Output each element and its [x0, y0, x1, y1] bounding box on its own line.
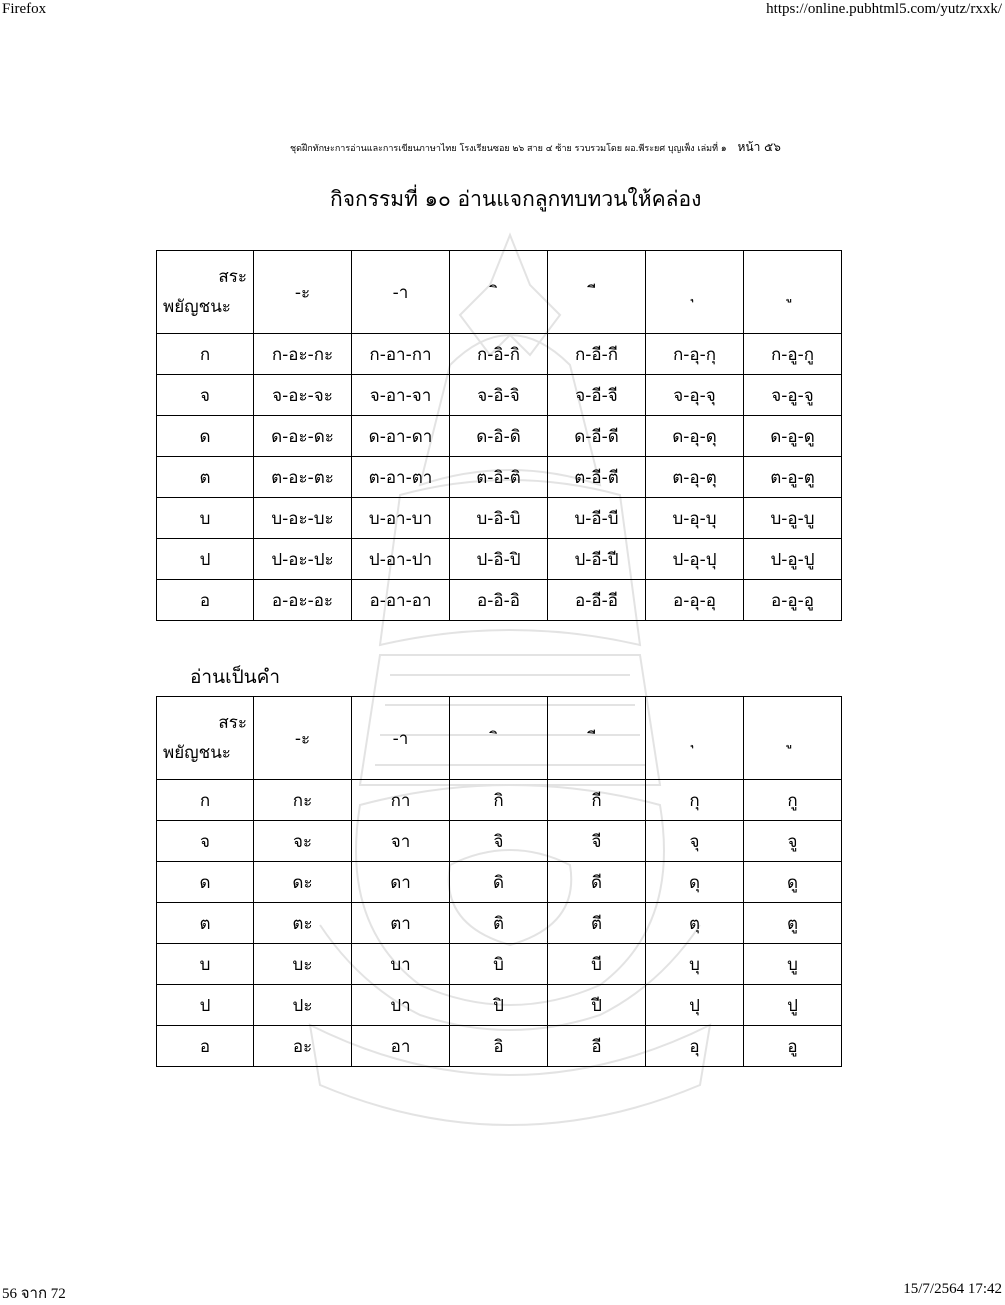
- vowel-header: [548, 251, 646, 334]
- consonant-axis-label: พยัญชนะ: [163, 297, 231, 317]
- table-cell: กี: [548, 780, 646, 821]
- table-cell: ดู: [744, 862, 842, 903]
- table-cell: บ-อิ-บิ: [450, 498, 548, 539]
- table-cell: จ-อุ-จุ: [646, 375, 744, 416]
- table-row: [157, 903, 842, 944]
- corner-cell: [157, 697, 254, 780]
- table-cell: ต-อะ-ตะ: [254, 457, 352, 498]
- table-cell: ก-อู-กู: [744, 334, 842, 375]
- table-row: [157, 985, 842, 1026]
- table-cell: จู: [744, 821, 842, 862]
- table-cell: อ-อา-อา: [352, 580, 450, 621]
- vowel-header: -ะ: [254, 251, 352, 334]
- table-cell: ด-อี-ดี: [548, 416, 646, 457]
- consonant-cell: ต: [157, 457, 254, 498]
- table-cell: บุ: [646, 944, 744, 985]
- syllable-spelling-table: [156, 250, 842, 621]
- vowel-header: [744, 697, 842, 780]
- table-cell: ต-อี-ตี: [548, 457, 646, 498]
- table-cell: ต-อุ-ตุ: [646, 457, 744, 498]
- vowel-header: -ะ: [254, 697, 352, 780]
- table-cell: ต-อู-ตู: [744, 457, 842, 498]
- consonant-cell: บ: [157, 944, 254, 985]
- table-cell: บี: [548, 944, 646, 985]
- print-page-count: 56 จาก 72: [2, 1286, 66, 1302]
- table-row: [157, 1026, 842, 1067]
- vowel-header: -า: [352, 697, 450, 780]
- table-cell: ด-อุ-ดุ: [646, 416, 744, 457]
- table-cell: ก-อะ-กะ: [254, 334, 352, 375]
- table-cell: ปุ: [646, 985, 744, 1026]
- table-cell: อู: [744, 1026, 842, 1067]
- print-timestamp: 15/7/2564 17:42: [903, 1281, 1002, 1297]
- consonant-axis-label: พยัญชนะ: [163, 743, 231, 763]
- table-cell: ด-อู-ดู: [744, 416, 842, 457]
- table-cell: อา: [352, 1026, 450, 1067]
- table-row: [157, 580, 842, 621]
- table-cell: ปู: [744, 985, 842, 1026]
- table-cell: บิ: [450, 944, 548, 985]
- table-cell: ตะ: [254, 903, 352, 944]
- consonant-cell: ก: [157, 780, 254, 821]
- vowel-header: [450, 697, 548, 780]
- table-cell: บา: [352, 944, 450, 985]
- table-cell: กู: [744, 780, 842, 821]
- table-cell: จา: [352, 821, 450, 862]
- table-cell: อ-อะ-อะ: [254, 580, 352, 621]
- table-cell: ต-อิ-ติ: [450, 457, 548, 498]
- table-row: [157, 821, 842, 862]
- table-row: [157, 457, 842, 498]
- table-cell: ตา: [352, 903, 450, 944]
- page-url: https://online.pubhtml5.com/yutz/rxxk/: [766, 1, 1002, 17]
- table-cell: บ-อี-บี: [548, 498, 646, 539]
- table-cell: อ-อี-อี: [548, 580, 646, 621]
- table-cell: บ-อา-บา: [352, 498, 450, 539]
- table-cell: อ-อู-อู: [744, 580, 842, 621]
- table-header-row: [157, 697, 842, 780]
- table-cell: จ-อี-จี: [548, 375, 646, 416]
- table-cell: จ-อา-จา: [352, 375, 450, 416]
- table-cell: กะ: [254, 780, 352, 821]
- table-cell: ป-อะ-ปะ: [254, 539, 352, 580]
- table-cell: จ-อู-จู: [744, 375, 842, 416]
- table-row: [157, 375, 842, 416]
- table-cell: จะ: [254, 821, 352, 862]
- table-cell: ป-อิ-ปิ: [450, 539, 548, 580]
- table-cell: ปะ: [254, 985, 352, 1026]
- table-cell: บ-อุ-บุ: [646, 498, 744, 539]
- table-cell: อ-อิ-อิ: [450, 580, 548, 621]
- table-cell: ต-อา-ตา: [352, 457, 450, 498]
- booklet-header: [290, 138, 870, 157]
- vowel-header: [646, 251, 744, 334]
- table-cell: อ-อุ-อุ: [646, 580, 744, 621]
- vowel-axis-label: สระ: [218, 267, 247, 287]
- word-reading-table: [156, 696, 842, 1067]
- table-cell: ตู: [744, 903, 842, 944]
- browser-name: Firefox: [2, 1, 47, 17]
- browser-print-header: [0, 0, 1005, 20]
- consonant-cell: ต: [157, 903, 254, 944]
- booklet-page-number: หน้า ๕๖: [737, 140, 781, 154]
- table-cell: ปิ: [450, 985, 548, 1026]
- consonant-cell: อ: [157, 580, 254, 621]
- table-cell: อะ: [254, 1026, 352, 1067]
- table-cell: ป-อู-ปู: [744, 539, 842, 580]
- table-cell: จิ: [450, 821, 548, 862]
- table-cell: ก-อี-กี: [548, 334, 646, 375]
- table-cell: ปา: [352, 985, 450, 1026]
- table-cell: จ-อิ-จิ: [450, 375, 548, 416]
- table-cell: ป-อี-ปี: [548, 539, 646, 580]
- section-title: อ่านเป็นคำ: [190, 666, 280, 688]
- consonant-cell: ด: [157, 416, 254, 457]
- table-cell: จี: [548, 821, 646, 862]
- table-cell: จุ: [646, 821, 744, 862]
- table-cell: กุ: [646, 780, 744, 821]
- consonant-cell: จ: [157, 821, 254, 862]
- table-cell: ตี: [548, 903, 646, 944]
- table-header-row: [157, 251, 842, 334]
- activity-title: กิจกรรมที่ ๑๐ อ่านแจกลูกทบทวนให้คล่อง: [330, 187, 702, 211]
- vowel-header: [646, 697, 744, 780]
- table-row: [157, 416, 842, 457]
- table-cell: ก-อา-กา: [352, 334, 450, 375]
- table-cell: บะ: [254, 944, 352, 985]
- table-cell: ก-อิ-กิ: [450, 334, 548, 375]
- vowel-header: [450, 251, 548, 334]
- table-cell: ด-อิ-ดิ: [450, 416, 548, 457]
- table-cell: บ-อะ-บะ: [254, 498, 352, 539]
- corner-cell: [157, 251, 254, 334]
- table-cell: อิ: [450, 1026, 548, 1067]
- table-cell: ดะ: [254, 862, 352, 903]
- consonant-cell: ป: [157, 539, 254, 580]
- vowel-header: [744, 251, 842, 334]
- browser-print-footer: [0, 1280, 1005, 1300]
- consonant-cell: บ: [157, 498, 254, 539]
- consonant-cell: ด: [157, 862, 254, 903]
- table-row: [157, 780, 842, 821]
- table-cell: ก-อุ-กุ: [646, 334, 744, 375]
- table-cell: ตุ: [646, 903, 744, 944]
- table-row: [157, 539, 842, 580]
- table-cell: บ-อู-บู: [744, 498, 842, 539]
- table-row: [157, 862, 842, 903]
- table-cell: ดิ: [450, 862, 548, 903]
- consonant-cell: ป: [157, 985, 254, 1026]
- table-cell: กิ: [450, 780, 548, 821]
- table-cell: กา: [352, 780, 450, 821]
- table-cell: ด-อา-ดา: [352, 416, 450, 457]
- table-cell: บู: [744, 944, 842, 985]
- table-cell: อุ: [646, 1026, 744, 1067]
- table-cell: ป-อา-ปา: [352, 539, 450, 580]
- booklet-header-text: ชุดฝึกทักษะการอ่านและการเขียนภาษาไทย โรงเรียนซอย ๒๖ สาย ๔ ซ้าย รวบรวมโดย ผอ.พีระยศ บุญเพ็ง เล่มที่ ๑: [290, 144, 727, 154]
- consonant-cell: อ: [157, 1026, 254, 1067]
- vowel-header: -า: [352, 251, 450, 334]
- table-cell: ด-อะ-ดะ: [254, 416, 352, 457]
- table-cell: ดุ: [646, 862, 744, 903]
- table-cell: จ-อะ-จะ: [254, 375, 352, 416]
- consonant-cell: จ: [157, 375, 254, 416]
- table-row: [157, 498, 842, 539]
- vowel-axis-label: สระ: [218, 713, 247, 733]
- vowel-header: [548, 697, 646, 780]
- table-cell: ติ: [450, 903, 548, 944]
- table-cell: อี: [548, 1026, 646, 1067]
- table-cell: ดา: [352, 862, 450, 903]
- table-row: [157, 944, 842, 985]
- table-cell: ปี: [548, 985, 646, 1026]
- table-cell: ดี: [548, 862, 646, 903]
- table-row: [157, 334, 842, 375]
- table-cell: ป-อุ-ปุ: [646, 539, 744, 580]
- consonant-cell: ก: [157, 334, 254, 375]
